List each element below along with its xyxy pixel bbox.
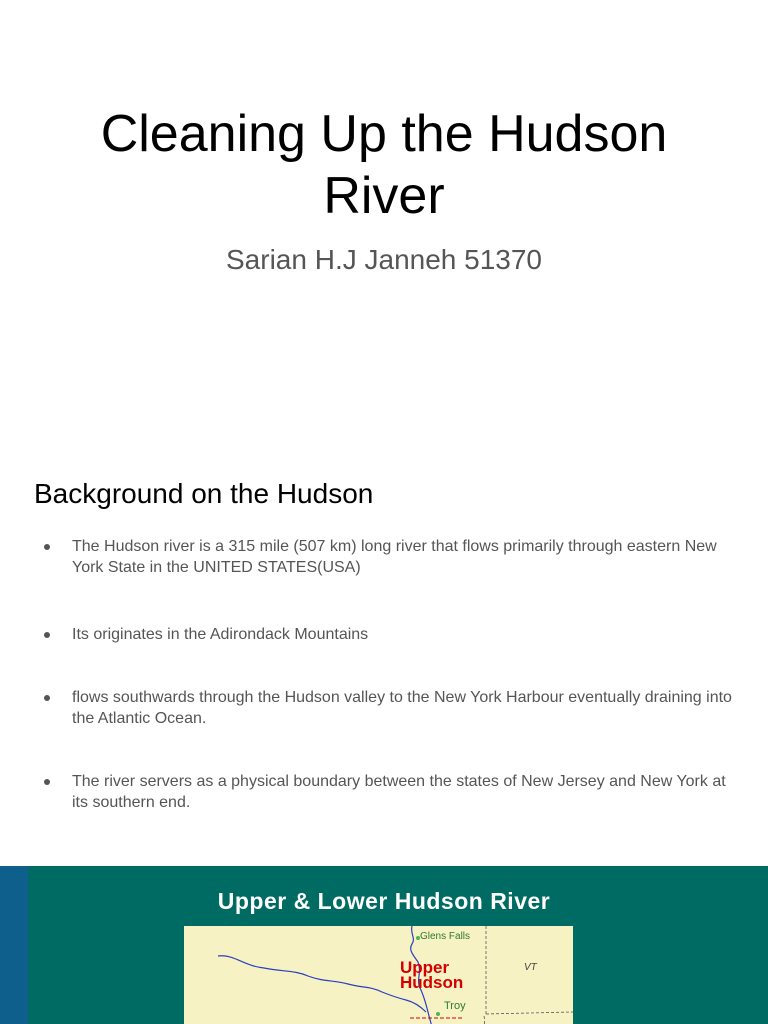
map-drawing [184, 926, 573, 1024]
bullet-text: The river servers as a physical boundary between the states of New Jersey and New York at its southern end. [72, 773, 726, 811]
upper-label: Upper [400, 958, 450, 977]
state-border-south [483, 1016, 484, 1024]
bullet-text: flows southwards through the Hudson valley to the New York Harbour eventually draining into the Atlantic Ocean. [72, 689, 732, 727]
title-slide [0, 0, 768, 432]
bullet-list [44, 536, 740, 813]
slide-subtitle: Sarian H.J Janneh 51370 [226, 244, 542, 275]
hudson-map [184, 926, 573, 1024]
bullet-text: Its originates in the Adirondack Mountains [72, 626, 369, 643]
troy-label: Troy [444, 1000, 466, 1012]
list-item [44, 687, 740, 729]
bullet-dot-icon [44, 632, 50, 638]
background-slide [0, 432, 768, 864]
list-item [44, 624, 740, 645]
hudson-label: Hudson [400, 973, 464, 992]
tributary-path [218, 956, 426, 1012]
list-item [44, 771, 740, 813]
vt-label: VT [524, 962, 537, 973]
glens-falls-label: Glens Falls [420, 931, 471, 942]
upper-hudson-label [400, 960, 463, 990]
bullet-dot-icon [44, 695, 50, 701]
bullet-dot-icon [44, 544, 50, 550]
slide-heading: Background on the Hudson [34, 478, 374, 509]
bullet-dot-icon [44, 779, 50, 785]
list-item [44, 536, 740, 578]
troy-marker [436, 1012, 440, 1016]
slide-title: Cleaning Up the Hudson River [100, 105, 668, 225]
bullet-text: The Hudson river is a 315 mile (507 km) long river that flows primarily through eastern New York State in the UNITED STATES(USA) [72, 538, 717, 576]
map-slide-title: Upper & Lower Hudson River [217, 888, 551, 914]
map-slide [0, 866, 768, 1024]
